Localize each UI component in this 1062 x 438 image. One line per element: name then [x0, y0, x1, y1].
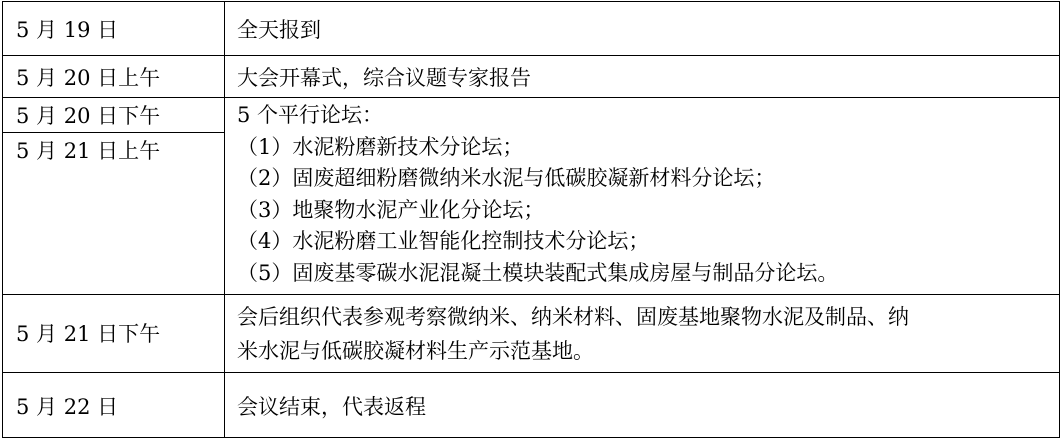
- table-row: [3, 295, 1060, 373]
- forum-item: （3）地聚物水泥产业化分论坛；: [237, 197, 545, 222]
- forum-item: （5）固废基零碳水泥混凝土模块装配式集成房屋与制品分论坛。: [237, 260, 839, 285]
- forum-cell: [225, 98, 1060, 295]
- event-text: 米水泥与低碳胶凝材料生产示范基地。: [237, 338, 594, 363]
- date-cell: [3, 98, 225, 133]
- forum-list: [237, 98, 1059, 289]
- date-text: 5 月 20 日下午: [16, 104, 161, 128]
- event-text: 大会开幕式，综合议题专家报告: [237, 66, 531, 90]
- date-cell: [3, 133, 225, 295]
- event-cell: [225, 295, 1060, 373]
- event-cell: [225, 56, 1060, 98]
- date-cell: [3, 56, 225, 98]
- event-cell: [225, 2, 1060, 56]
- date-text: 5 月 22 日: [16, 395, 119, 419]
- date-text: 5 月 20 日上午: [16, 66, 161, 90]
- event-text: 会议结束，代表返程: [237, 395, 426, 419]
- forum-item: （2）固废超细粉磨微纳米水泥与低碳胶凝新材料分论坛；: [237, 166, 776, 190]
- forum-item: （4）水泥粉磨工业智能化控制技术分论坛；: [237, 229, 650, 253]
- date-text: 5 月 19 日: [16, 18, 119, 42]
- event-text: 会后组织代表参观考察微纳米、纳米材料、固废基地聚物水泥及制品、纳: [237, 304, 909, 329]
- table-row: [3, 56, 1060, 98]
- date-text: 5 月 21 日上午: [16, 139, 161, 163]
- table-row: [3, 373, 1060, 438]
- date-cell: [3, 373, 225, 438]
- schedule-table: [2, 1, 1060, 438]
- table-row: [3, 98, 1060, 133]
- date-cell: [3, 295, 225, 373]
- date-text: 5 月 21 日下午: [16, 321, 161, 346]
- event-cell: [225, 373, 1060, 438]
- event-text: 全天报到: [237, 18, 321, 42]
- forum-item: （1）水泥粉磨新技术分论坛；: [237, 134, 524, 159]
- forum-heading: 5 个平行论坛：: [237, 103, 384, 127]
- table-row: [3, 2, 1060, 56]
- date-cell: [3, 2, 225, 56]
